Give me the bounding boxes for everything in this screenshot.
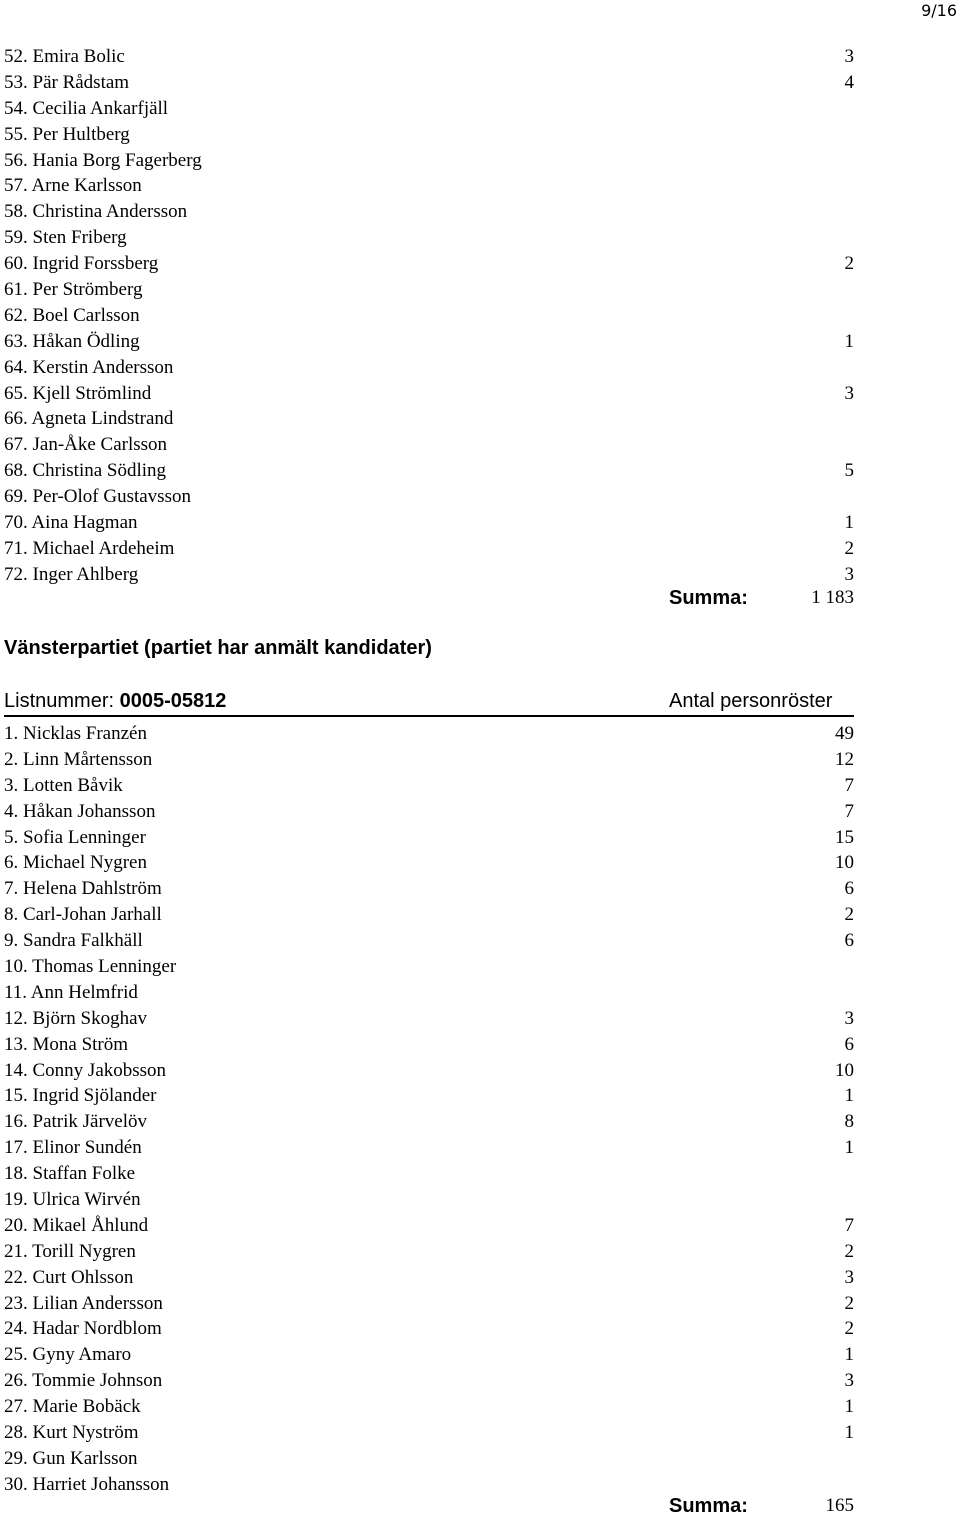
candidate-name: 55. Per Hultberg <box>4 123 130 145</box>
candidate-name: 8. Carl-Johan Jarhall <box>4 904 162 926</box>
candidate-row <box>0 747 960 773</box>
candidate-votes: 1 <box>844 1344 854 1366</box>
candidate-votes: 8 <box>844 1111 854 1133</box>
candidate-list-continued <box>0 44 960 588</box>
candidate-name: 53. Pär Rådstam <box>4 71 130 93</box>
candidate-row <box>0 406 960 432</box>
candidate-votes: 10 <box>835 852 854 874</box>
candidate-row <box>0 122 960 148</box>
candidate-votes: 49 <box>835 723 854 744</box>
candidate-name: 25. Gyny Amaro <box>4 1344 132 1366</box>
candidate-name: 11. Ann Helmfrid <box>4 981 138 1003</box>
summa-value: 165 <box>825 1495 854 1516</box>
candidate-name: 66. Agneta Lindstrand <box>4 408 174 430</box>
candidate-row <box>0 773 960 799</box>
candidate-name: 26. Tommie Johnson <box>4 1370 163 1392</box>
candidate-row <box>0 381 960 407</box>
page-number: 9/16 <box>921 1 957 20</box>
candidate-row <box>0 303 960 329</box>
candidate-name: 30. Harriet Johansson <box>4 1473 170 1495</box>
candidate-name: 12. Björn Skoghav <box>4 1007 148 1029</box>
candidate-name: 7. Helena Dahlström <box>4 878 162 900</box>
candidate-list-vansterpartiet <box>0 721 960 1498</box>
candidate-name: 56. Hania Borg Fagerberg <box>4 149 202 171</box>
candidate-name: 65. Kjell Strömlind <box>4 382 152 404</box>
candidate-row <box>0 1446 960 1472</box>
candidate-row <box>0 980 960 1006</box>
candidate-votes: 10 <box>835 1059 854 1081</box>
candidate-name: 20. Mikael Åhlund <box>4 1214 149 1236</box>
candidate-row <box>0 96 960 122</box>
candidate-name: 57. Arne Karlsson <box>4 175 142 197</box>
candidate-row <box>0 1265 960 1291</box>
candidate-row <box>0 1161 960 1187</box>
candidate-votes: 2 <box>844 537 854 559</box>
candidate-votes: 6 <box>844 878 854 900</box>
list-number-label: Listnummer: 0005-05812 <box>4 690 227 712</box>
candidate-row <box>0 1394 960 1420</box>
candidate-name: 52. Emira Bolic <box>4 46 125 67</box>
candidate-row <box>0 1032 960 1058</box>
candidate-row <box>0 251 960 277</box>
candidate-name: 62. Boel Carlsson <box>4 304 140 326</box>
candidate-row <box>0 199 960 225</box>
candidate-row <box>0 458 960 484</box>
candidate-name: 71. Michael Ardeheim <box>4 537 175 559</box>
candidate-name: 23. Lilian Andersson <box>4 1292 163 1314</box>
votes-column-header: Antal personröster <box>669 690 833 712</box>
candidate-votes: 1 <box>844 1137 854 1159</box>
candidate-name: 6. Michael Nygren <box>4 852 147 874</box>
candidate-row <box>0 850 960 876</box>
candidate-row <box>0 1135 960 1161</box>
candidate-row <box>0 1316 960 1342</box>
candidate-name: 27. Marie Bobäck <box>4 1396 141 1418</box>
candidate-votes: 1 <box>844 1396 854 1418</box>
candidate-row <box>0 70 960 96</box>
candidate-name: 18. Staffan Folke <box>4 1163 136 1185</box>
candidate-row <box>0 721 960 747</box>
candidate-votes: 6 <box>844 930 854 952</box>
candidate-votes: 12 <box>835 748 854 770</box>
candidate-row <box>0 277 960 303</box>
candidate-name: 22. Curt Ohlsson <box>4 1266 134 1288</box>
candidate-votes: 7 <box>844 800 854 822</box>
candidate-row <box>0 1083 960 1109</box>
candidate-name: 68. Christina Södling <box>4 460 167 482</box>
candidate-name: 59. Sten Friberg <box>4 227 127 249</box>
summa-label: Summa: <box>669 587 748 609</box>
candidate-row <box>0 148 960 174</box>
candidate-votes: 5 <box>844 460 854 482</box>
candidate-votes: 1 <box>844 1085 854 1107</box>
candidate-row <box>0 536 960 562</box>
candidate-name: 64. Kerstin Andersson <box>4 356 174 378</box>
candidate-votes: 7 <box>844 1214 854 1236</box>
candidate-name: 3. Lotten Båvik <box>4 774 123 796</box>
candidate-votes: 3 <box>844 382 854 404</box>
candidate-votes: 1 <box>844 1422 854 1444</box>
candidate-name: 13. Mona Ström <box>4 1033 129 1055</box>
candidate-row <box>0 44 960 70</box>
candidate-name: 67. Jan-Åke Carlsson <box>4 434 168 456</box>
candidate-name: 60. Ingrid Forssberg <box>4 253 159 275</box>
candidate-votes: 3 <box>844 563 854 585</box>
candidate-row <box>0 799 960 825</box>
candidate-row <box>0 510 960 536</box>
candidate-name: 21. Torill Nygren <box>4 1240 136 1262</box>
party-heading: Vänsterpartiet (partiet har anmält kandidater) <box>4 637 432 659</box>
candidate-name: 4. Håkan Johansson <box>4 800 156 822</box>
candidate-name: 14. Conny Jakobsson <box>4 1059 167 1081</box>
candidate-votes: 1 <box>844 330 854 352</box>
summa-label: Summa: <box>669 1495 748 1517</box>
candidate-name: 69. Per-Olof Gustavsson <box>4 486 191 508</box>
candidate-name: 63. Håkan Ödling <box>4 330 140 352</box>
candidate-row <box>0 1213 960 1239</box>
candidate-votes: 4 <box>844 71 854 93</box>
candidate-votes: 3 <box>844 1266 854 1288</box>
candidate-row <box>0 562 960 588</box>
candidate-row <box>0 1006 960 1032</box>
candidate-row <box>0 355 960 381</box>
candidate-name: 15. Ingrid Sjölander <box>4 1085 157 1107</box>
candidate-votes: 3 <box>844 1370 854 1392</box>
candidate-name: 70. Aina Hagman <box>4 512 138 534</box>
candidate-name: 16. Patrik Järvelöv <box>4 1111 148 1133</box>
candidate-votes: 3 <box>844 1007 854 1029</box>
candidate-name: 1. Nicklas Franzén <box>4 723 147 744</box>
candidate-row <box>0 1239 960 1265</box>
candidate-name: 10. Thomas Lenninger <box>4 956 177 978</box>
candidate-name: 17. Elinor Sundén <box>4 1137 142 1159</box>
summa-row-2 <box>0 1493 960 1519</box>
candidate-row <box>0 329 960 355</box>
candidate-votes: 3 <box>844 46 854 67</box>
candidate-name: 19. Ulrica Wirvén <box>4 1189 141 1211</box>
candidate-name: 29. Gun Karlsson <box>4 1447 138 1469</box>
list-number: 0005-05812 <box>119 690 227 712</box>
candidate-row <box>0 825 960 851</box>
candidate-votes: 6 <box>844 1033 854 1055</box>
candidate-name: 61. Per Strömberg <box>4 279 143 301</box>
candidate-votes: 1 <box>844 512 854 534</box>
candidate-row <box>0 954 960 980</box>
candidate-row <box>0 1058 960 1084</box>
candidate-name: 2. Linn Mårtensson <box>4 748 153 770</box>
candidate-name: 28. Kurt Nyström <box>4 1422 139 1444</box>
candidate-votes: 7 <box>844 774 854 796</box>
candidate-row <box>0 928 960 954</box>
candidate-row <box>0 902 960 928</box>
summa-value: 1 183 <box>811 587 854 608</box>
list-header <box>4 688 854 717</box>
candidate-votes: 2 <box>844 1318 854 1340</box>
candidate-name: 24. Hadar Nordblom <box>4 1318 162 1340</box>
candidate-name: 9. Sandra Falkhäll <box>4 930 143 952</box>
candidate-votes: 2 <box>844 1292 854 1314</box>
candidate-votes: 15 <box>835 826 854 848</box>
candidate-row <box>0 432 960 458</box>
candidate-row <box>0 1368 960 1394</box>
candidate-name: 58. Christina Andersson <box>4 201 188 223</box>
candidate-row <box>0 1342 960 1368</box>
candidate-row <box>0 225 960 251</box>
candidate-row <box>0 876 960 902</box>
candidate-name: 72. Inger Ahlberg <box>4 563 139 585</box>
candidate-row <box>0 1420 960 1446</box>
candidate-row <box>0 484 960 510</box>
summa-row-1 <box>0 585 960 611</box>
candidate-row <box>0 1109 960 1135</box>
candidate-votes: 2 <box>844 253 854 275</box>
candidate-votes: 2 <box>844 904 854 926</box>
candidate-row <box>0 1187 960 1213</box>
candidate-row <box>0 173 960 199</box>
candidate-name: 54. Cecilia Ankarfjäll <box>4 97 169 119</box>
candidate-row <box>0 1291 960 1317</box>
candidate-name: 5. Sofia Lenninger <box>4 826 146 848</box>
candidate-votes: 2 <box>844 1240 854 1262</box>
